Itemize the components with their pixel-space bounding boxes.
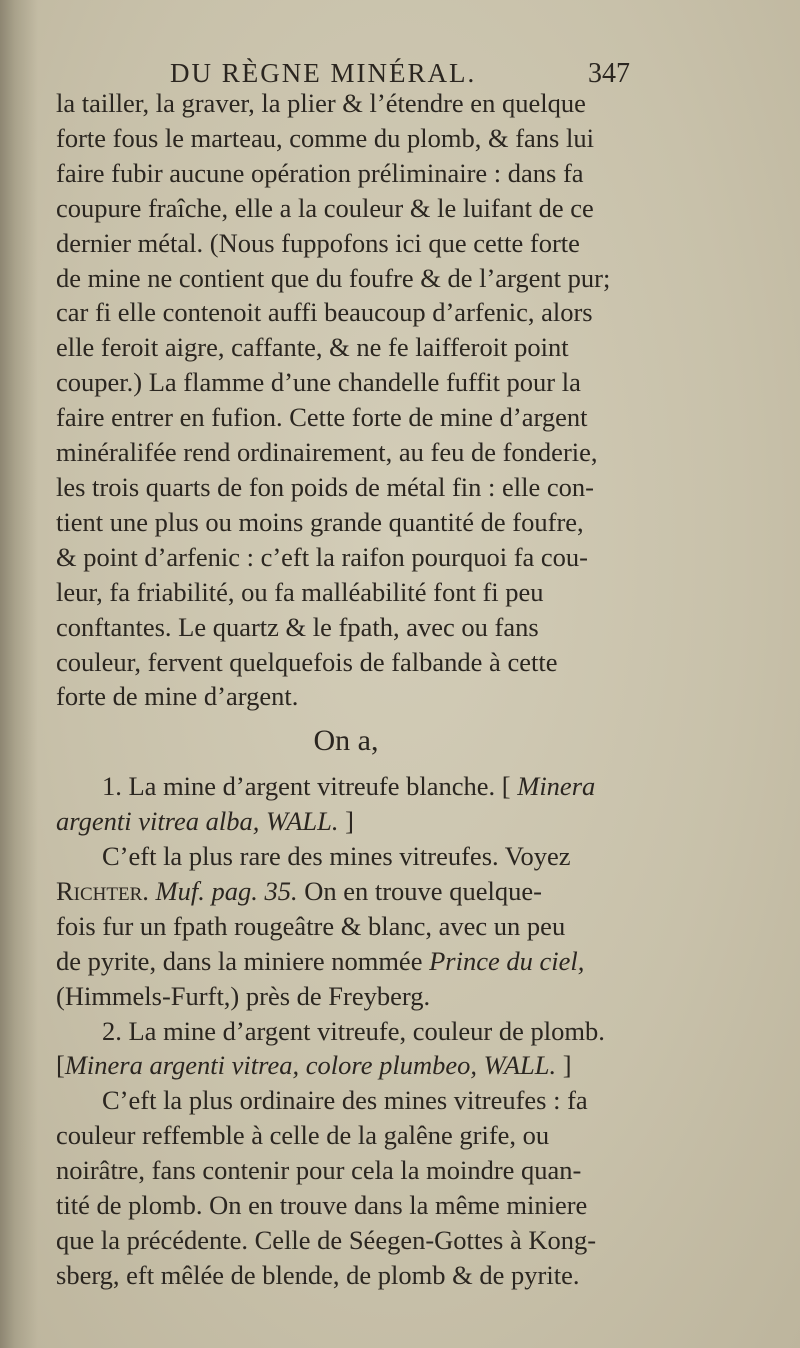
text-line: coupure fraîche, elle a la couleur & le luifant de ce	[56, 192, 594, 223]
item-2-bracket-close: ]	[562, 1050, 572, 1081]
item-1-title-text: 1. La mine d’argent vitreufe blanche. [	[102, 771, 511, 802]
item-1-title	[56, 769, 636, 804]
text-line: dernier métal. (Nous fuppofons ici que cette forte	[56, 227, 580, 258]
text-line: elle feroit aigre, caffante, & ne fe laifferoit point	[56, 332, 569, 363]
text-line: & point d’arfenic : c’eft la raifon pourquoi fa cou-	[56, 541, 588, 572]
text-line: tient une plus ou moins grande quantité de foufre,	[56, 506, 584, 537]
text-line: tité de plomb. On en trouve dans la même miniere	[56, 1190, 588, 1221]
text-line: minéralifée rend ordinairement, au feu de fonderie,	[56, 437, 598, 468]
item-1	[56, 769, 636, 1013]
page-number: 347	[588, 58, 630, 89]
body-text	[56, 86, 636, 1293]
item-2-latin: Minera argenti vitrea, colore plumbeo,	[64, 1050, 477, 1081]
text-line: faire fubir aucune opération préliminaire : dans fa	[56, 157, 584, 188]
item-1-title-cont	[56, 804, 636, 839]
mine-text: de pyrite, dans la miniere nommée	[56, 945, 423, 976]
text-line: de mine ne contient que du foufre & de l’argent pur;	[56, 262, 611, 293]
item-2-title: 2. La mine d’argent vitreufe, couleur de plomb.	[102, 1015, 605, 1046]
item-2	[56, 1014, 636, 1293]
item-1-mine-line	[56, 944, 636, 979]
item-1-latin: Minera	[517, 771, 596, 802]
text-line: fois fur un fpath rougeâtre & blanc, avec un peu	[56, 910, 566, 941]
page-edge-shadow	[0, 0, 38, 1348]
text-line: leur, fa friabilité, ou fa malléabilité font fi peu	[56, 576, 544, 607]
text-line: que la précédente. Celle de Séegen-Gottes à Kong-	[56, 1225, 597, 1255]
item-2-title-cont	[56, 1048, 636, 1083]
text-line: car fi elle contenoit auffi beaucoup d’arfenic, alors	[56, 297, 593, 328]
text-line: couper.) La flamme d’une chandelle fuffit pour la	[56, 367, 581, 398]
reference-source: Muf. pag. 35.	[155, 875, 298, 906]
paragraph-continuation	[56, 86, 636, 714]
spacer	[56, 714, 636, 724]
text-line: C’eft la plus ordinaire des mines vitreufes : fa	[102, 1085, 588, 1116]
text-line: les trois quarts de fon poids de métal fin : elle con-	[56, 471, 594, 502]
text-line: C’eft la plus rare des mines vitreufes. Voyez	[102, 841, 571, 872]
text-line: couleur reffemble à celle de la galêne grife, ou	[56, 1120, 550, 1151]
text-line: forte de mine d’argent.	[56, 681, 299, 712]
text-line: (Himmels-Furft,) près de Freyberg.	[56, 980, 431, 1011]
text-line: forte fous le marteau, comme du plomb, & fans lui	[56, 122, 594, 153]
item-1-latin-cont: argenti vitrea alba,	[56, 806, 260, 837]
item-1-author: WALL.	[266, 806, 339, 837]
text-line: couleur, fervent quelquefois de falbande à cette	[56, 646, 558, 677]
item-2-bracket-open: [	[56, 1050, 65, 1081]
text-line: conftantes. Le quartz & le fpath, avec ou fans	[56, 611, 539, 642]
item-1-bracket: ]	[345, 806, 354, 837]
mine-name: Prince du ciel,	[429, 945, 585, 976]
reference-tail: On en trouve quelque-	[304, 875, 542, 906]
text-line: faire entrer en fufion. Cette forte de mine d’argent	[56, 402, 588, 433]
section-heading: On a,	[313, 724, 379, 758]
reference-author: Richter.	[56, 875, 149, 906]
spacer	[56, 759, 636, 769]
text-line: noirâtre, fans contenir pour cela la moindre quan-	[56, 1155, 582, 1186]
item-1-reference-line	[56, 874, 636, 909]
running-title: DU RÈGNE MINÉRAL.	[170, 58, 477, 88]
text-line: sberg, eft mêlée de blende, de plomb & de pyrite.	[56, 1259, 580, 1290]
text-line: la tailler, la graver, la plier & l’étendre en quelque	[56, 88, 586, 118]
item-2-author: WALL.	[483, 1050, 557, 1081]
